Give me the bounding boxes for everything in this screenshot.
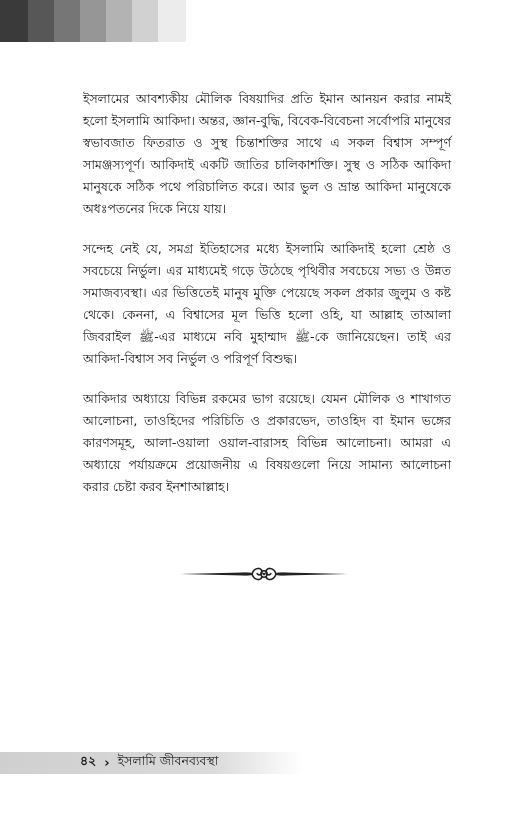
paragraph-3: আকিদার অধ্যায়ে বিভিন্ন রকমের ভাগ রয়েছে। যেমন মৌলিক ও শাখাগত আলোচনা, তাওহিদের পরিচিতি ও প্রকারভেদ, তাওহিদ বা ইমান ভঙ্গের কারণসমূহ, আলা-ওয়ালা ওয়াল-বারাসহ বিভিন্ন আলোচনা। আমরা এ অধ্যায়ে পর্যায়ক্রমে প্রয়োজনীয় এ বিষয়গুলো নিয়ে সামান্য আলোচনা করার চেষ্টা করব ইনশাআল্লাহ। xyxy=(83,391,451,494)
footer-separator: › xyxy=(104,755,110,771)
floral-divider-icon xyxy=(178,563,350,585)
header-stripe xyxy=(158,0,186,42)
header-stripe xyxy=(80,0,106,42)
header-stripe xyxy=(0,0,28,42)
header-gradient-band xyxy=(0,0,186,42)
book-title: ইসলামি জীবনব্যবস্থা xyxy=(117,753,219,768)
header-stripe xyxy=(132,0,158,42)
paragraph-1: ইসলামের আবশ্যকীয় মৌলিক বিষয়াদির প্রতি ইমান আনয়ন করার নামই হলো ইসলামি আকিদা। অন্তর, জ্ঞান-বুদ্ধি, বিবেক-বিবেচনা সর্বোপরি মানুষের স্বভাবজাত ফিতরাত ও সুস্থ চিন্তাশক্তির সাথে এ সকল বিশ্বাস সম্পূর্ণ সামঞ্জস্যপূর্ণ। আকিদাই একটি জাতির চালিকাশক্তি। সুস্থ ও সঠিক আকিদা মানুষকে সঠিক পথে পরিচালিত করে। আর ভুল ও ভ্রান্ত আকিদা মানুষেকে অধঃপতনের দিকে নিয়ে যায়। xyxy=(83,91,451,216)
page-number: ৪২ xyxy=(80,753,97,768)
header-stripe xyxy=(106,0,132,42)
paragraph-2: সন্দেহ নেই যে, সমগ্র ইতিহাসের মধ্যে ইসলামি আকিদাই হলো শ্রেষ্ঠ ও সবচেয়ে নির্ভুল। এর মাধ্যমেই গড়ে উঠেছে পৃথিবীর সবচেয়ে সভ্য ও উন্নত সমাজব্যবস্থা। এর ভিত্তিতেই মানুষ মুক্তি পেয়েছে সকল প্রকার জুলুম ও কষ্ট থেকে। কেননা, এ বিশ্বাসের মূল ভিত্তি হলো ওহি, যা আল্লাহ তাআলা জিবরাইল ﷺ-এর মাধ্যমে নবি মুহাম্মাদ ﷺ-কে জানিয়েছেন। তাই এর আকিদা-বিশ্বাস সব নির্ভুল ও পরিপূর্ণ বিশুদ্ধ। xyxy=(83,241,452,366)
page-footer xyxy=(80,753,218,773)
header-stripe xyxy=(54,0,80,42)
header-stripe xyxy=(28,0,54,42)
page-body xyxy=(83,88,451,516)
